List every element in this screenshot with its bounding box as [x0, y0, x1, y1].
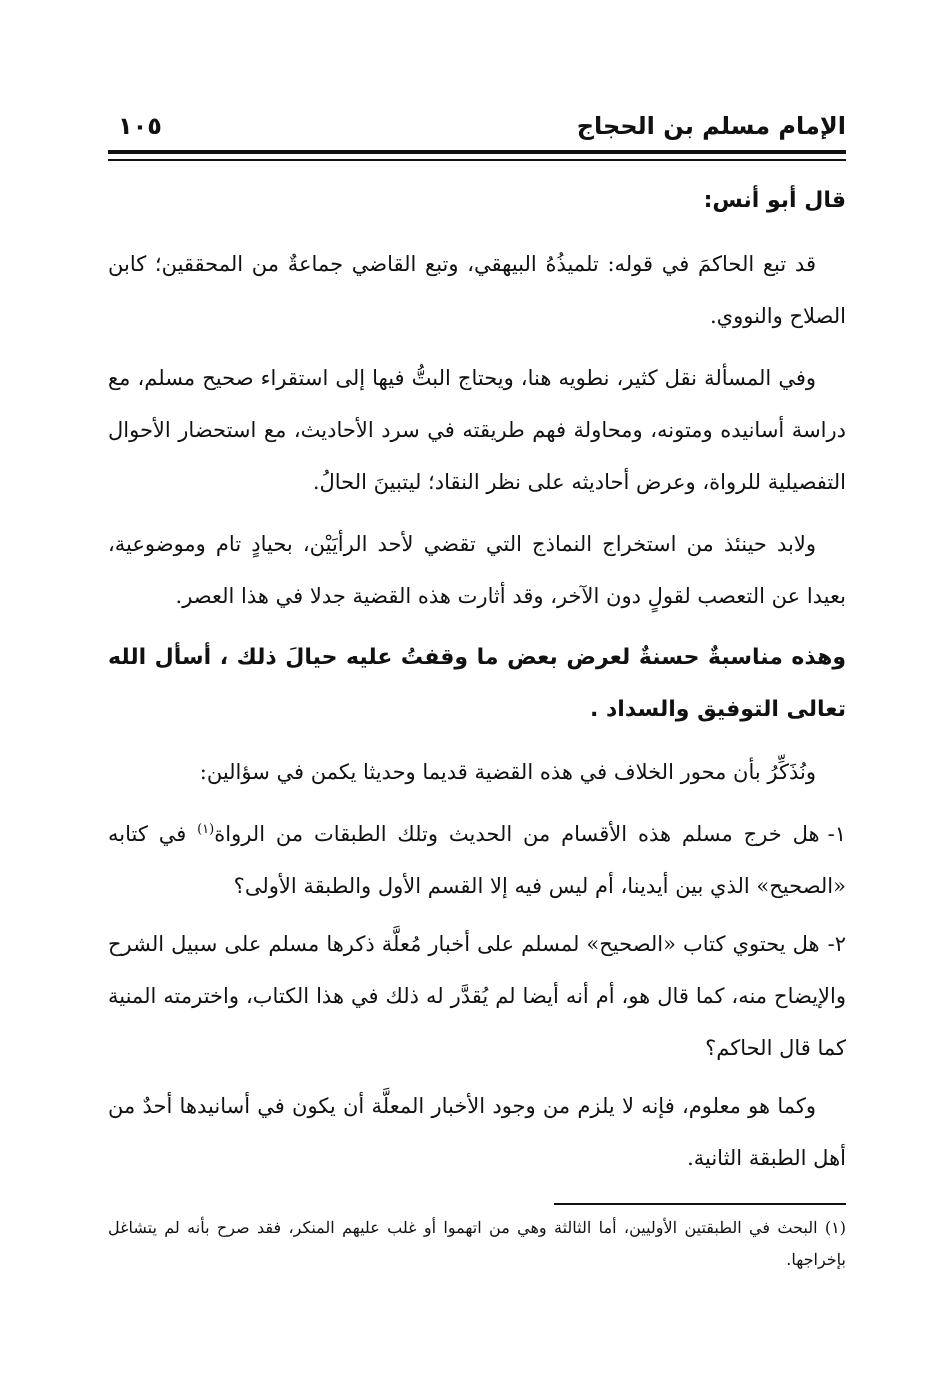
question-1: ١-هل خرج مسلم هذه الأقسام من الحديث وتلك الطبقات من الرواة(١) في كتابه «الصحيح» الذي بين أيدينا، أم ليس فيه إلا القسم الأول والطبقة الأولى؟	[108, 822, 846, 898]
section-label: قال أبو أنس:	[703, 188, 846, 213]
footnote: (١) البحث في الطبقتين الأوليين، أما الثالثة وهي من اتهموا أو غلب عليهم المنكر، فقد صرح بأنه لم يتشاغل بإخراجها.	[108, 1218, 846, 1269]
paragraph-3: ولابد حينئذ من استخراج النماذج التي تقضي لأحد الرأيَيْن، بحيادٍ تام وموضوعية، بعيدا عن التعصب لقولٍ دون الآخر، وقد أثارت هذه القضية جدلا في هذا العصر.	[108, 532, 846, 608]
header-rule-thin	[108, 159, 846, 161]
paragraph-1: قد تبع الحاكمَ في قوله: تلميذُهُ البيهقي، وتبع القاضي جماعةٌ من المحققين؛ كابن الصلاح والنووي.	[108, 252, 846, 328]
closing-paragraph: وكما هو معلوم، فإنه لا يلزم من وجود الأخبار المعلَّة أن يكون في أسانيدها أحدٌ من أهل الطبقة الثانية.	[108, 1094, 846, 1170]
question-1-text-a: هل خرج مسلم هذه الأقسام من الحديث وتلك الطبقات من الرواة	[214, 822, 820, 846]
page-number: ١٠٥	[118, 112, 162, 140]
bold-paragraph: وهذه مناسبةٌ حسنةٌ لعرض بعض ما وقفتُ عليه حيالَ ذلك ، أسأل الله تعالى التوفيق والسداد .	[108, 645, 846, 722]
questions-intro: ونُذَكِّرُ بأن محور الخلاف في هذه القضية قديما وحديثا يكمن في سؤالين:	[199, 760, 816, 784]
page-header	[108, 108, 846, 148]
header-rule-thick	[108, 150, 846, 154]
running-title: الإمام مسلم بن الحجاج	[576, 112, 846, 140]
question-2	[108, 918, 846, 1074]
footnote-rule	[554, 1203, 846, 1205]
question-1-text-b: في كتابه «الصحيح» الذي بين أيدينا، أم ليس فيه إلا القسم الأول والطبقة الأولى؟	[108, 822, 846, 898]
question-2-text: هل يحتوي كتاب «الصحيح» لمسلم على أخبار مُعلَّة ذكرها مسلم على سبيل الشرح والإيضاح منه، كما قال هو، أم أنه أيضا لم يُقدَّر له ذلك في هذا الكتاب، واخترمته المنية كما قال الحاكم؟	[108, 932, 846, 1060]
paragraph-2: وفي المسألة نقل كثير، نطويه هنا، ويحتاج البتُّ فيها إلى استقراء صحيح مسلم، مع دراسة أسانيده ومتونه، ومحاولة فهم طريقته في سرد الأحاديث، مع استحضار الأحوال التفصيلية للرواة، وعرض أحاديثه على نظر النقاد؛ ليتبينَ الحالُ.	[108, 366, 846, 494]
page-body	[108, 180, 846, 1194]
question-2-number: ٢-	[827, 932, 846, 956]
question-1-number: ١-	[827, 822, 846, 846]
